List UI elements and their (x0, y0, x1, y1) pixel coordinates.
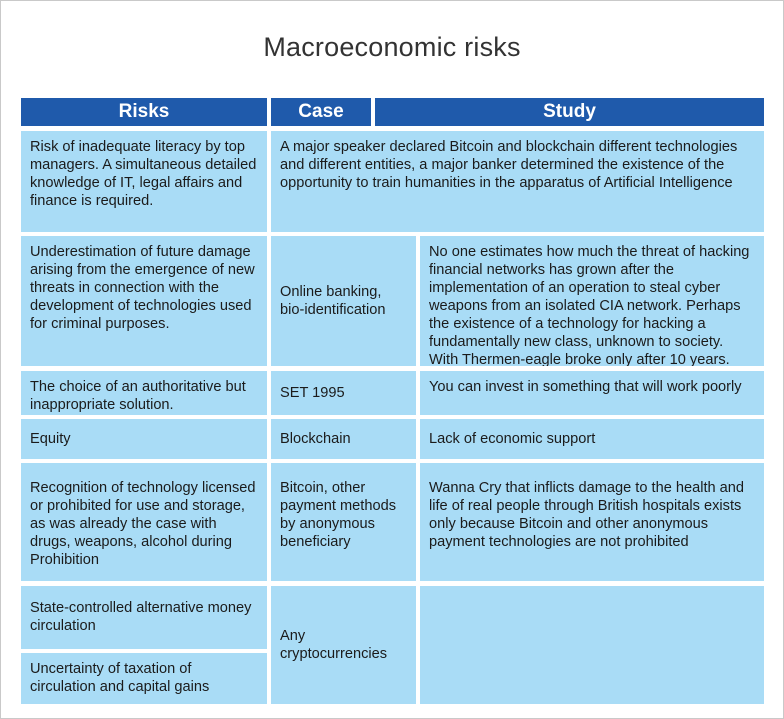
row-5-study: Wanna Cry that inflicts damage to the health and life of real people through British hospitals exists only because Bitcoin and other anonymous payment technologies are not prohibited (420, 463, 764, 581)
row-6-study (420, 586, 764, 704)
header-risks: Risks (21, 98, 267, 126)
row-4-case-text: Blockchain (280, 431, 351, 447)
row-4-case (271, 419, 416, 459)
row-2-risk: Underestimation of future damage arising from the emergence of new threats in connection with the development of technologies used for criminal purposes. (21, 236, 267, 366)
row-2-case-text: Online banking, bio-identification (280, 284, 386, 318)
row-4-risk-text: Equity (30, 431, 71, 447)
row-3-case (271, 371, 416, 415)
page-title: Macroeconomic risks (263, 32, 521, 62)
row-5-case: Bitcoin, other payment methods by anonymous beneficiary (271, 463, 416, 581)
row-2-case (271, 236, 416, 366)
row-3-study: You can invest in something that will work poorly (420, 371, 764, 415)
row-2-study: No one estimates how much the threat of hacking financial networks has grown after the implementation of an operation to steal cyber weapons from an isolated CIA network. Perhaps the existence of a technology for hacking a fundamentally new class, unknown to society. With Thermen-eagle broke only after 10 years. (420, 236, 764, 366)
row-7-risk: Uncertainty of taxation of circulation and capital gains (21, 653, 267, 704)
row-3-risk: The choice of an authoritative but inappropriate solution. (21, 371, 267, 415)
row-4-risk (21, 419, 267, 459)
header-study: Study (375, 98, 764, 126)
row-6-case (271, 586, 416, 704)
row-6-risk: State-controlled alternative money circulation (21, 586, 267, 649)
row-1-risk: Risk of inadequate literacy by top managers. A simultaneous detailed knowledge of IT, legal affairs and finance is required. (21, 131, 267, 232)
row-6-case-text: Any cryptocurrencies (280, 628, 388, 662)
row-5-risk: Recognition of technology licensed or prohibited for use and storage, as was already the case with drugs, weapons, alcohol during Prohibition (21, 463, 267, 581)
row-1-case-study: A major speaker declared Bitcoin and blockchain different technologies and different entities, a major banker determined the existence of the opportunity to train humanities in the apparatus of Artificial Intelligence (271, 131, 764, 232)
row-3-case-text: SET 1995 (280, 385, 345, 401)
row-4-study (420, 419, 764, 459)
header-case: Case (271, 98, 371, 126)
row-4-study-text: Lack of economic support (429, 431, 596, 447)
